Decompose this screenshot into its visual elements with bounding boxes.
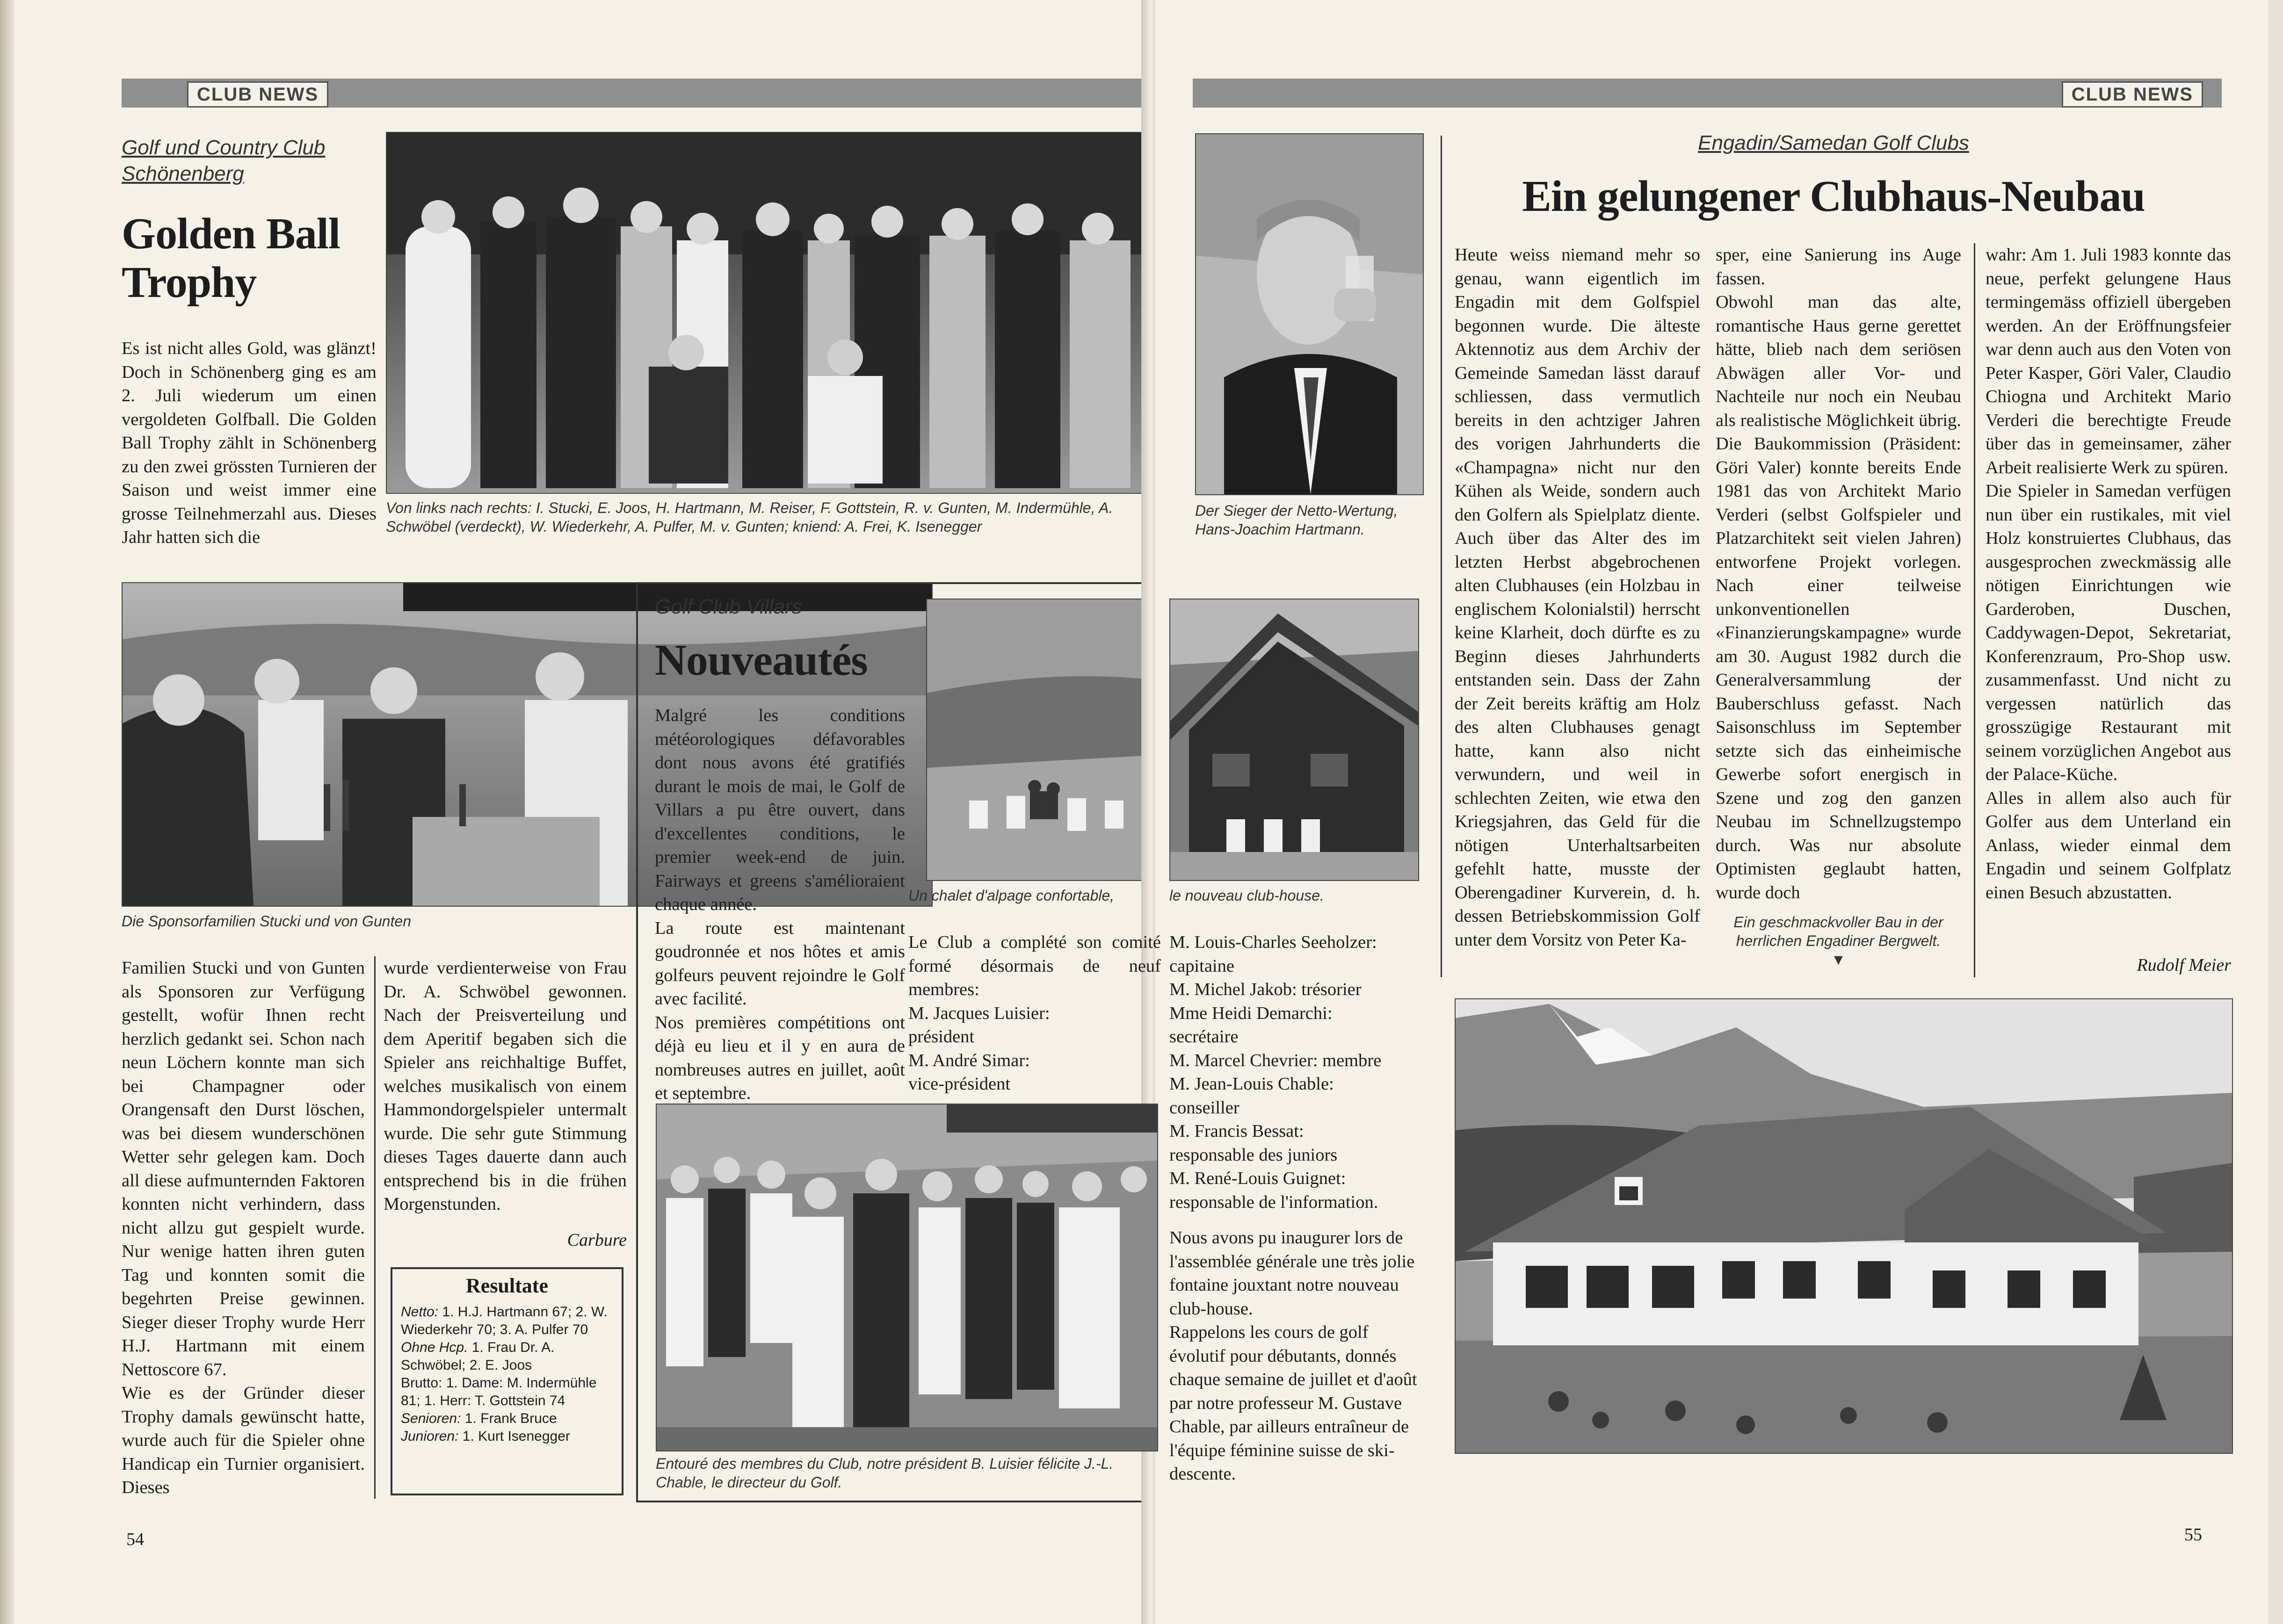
caption-arrow-icon: ▼ [1831, 951, 1846, 968]
winner-photo [1195, 133, 1424, 495]
committee-line: M. Marcel Chevrier: membre [1169, 1050, 1382, 1070]
villars-crowd-caption: Entouré des membres du Club, notre président B. Luisier félicite J.-L. Chable, le directeur du Golf. [656, 1455, 1114, 1491]
author-signature: Rudolf Meier [2137, 955, 2231, 975]
author-signature: Carbure [567, 1230, 627, 1250]
result-value: 1. Kurt Isenegger [462, 1429, 570, 1444]
clubhouse-photo [1455, 998, 2233, 1454]
article-headline [122, 209, 384, 307]
results-box [391, 1267, 623, 1495]
group-photo [386, 132, 1145, 494]
column-rule [374, 956, 376, 1499]
kicker-line: Golf und Country Club [122, 136, 326, 159]
committee-line: M. Jacques Luisier: [908, 1003, 1050, 1023]
results-title: Resultate [466, 1274, 548, 1297]
samedan-headline: Ein gelungener Clubhaus-Neubau [1522, 172, 2145, 221]
villars-committee-list [1169, 931, 1417, 1486]
paragraph: Wie es der Gründer dieser Trophy damals gewünscht hatte, wurde auch für die Spieler ohne Handicap ein Turnier organisiert. Dieses [122, 1383, 365, 1497]
result-value: 1. Frank Bruce [464, 1411, 557, 1426]
intro-text: Es ist nicht alles Gold, was glänzt! Doch in Schönenberg ging es am 2. Juli wiederum um einen vergoldeten Golfball. Die Golden Ball Trophy zählt in Schönenberg zu den zwei grössten Turnieren der Saison und weist immer eine grosse Teilnehmerzahl aus. Dieses Jahr hatten sich die [122, 339, 377, 547]
paragraph: Alles in allem also auch für Golfer aus dem Unterland ein Anlass, wieder einmal dem Engadin und seinem Golfplatz einen Besuch abzustatten. [1986, 788, 2231, 902]
paragraph: Obwohl man das alte, romantische Haus gerne gerettet hätte, blieb nach dem seriösen Abwägen aller Vor- und Nachteile nur noch ein Neubau als realistische Möglichkeit übrig. Die Baukommission (Präsident: Göri Valer) konnte bereits Ende 1981 das von Architekt Mario Verderi (selbst Golfspieler und Platzarchitekt seit vielen Jahren) entworfene Projekt vorlegen. Nach einer teilweise unkonventionellen «Finanzierungskampagne» wurde am 30. August 1982 durch die Generalversammlung der Bauberschluss gefasst. Nach Saisonschluss im September setzte sich das einheimische Gewerbe sofort energisch in Szene und zog den ganzen Neubau im Schnellzugstempo durch. Was nur absolute Optimisten geglaubt hatten, wurde doch [1716, 292, 1961, 902]
result-label: Ohne Hcp. [401, 1340, 468, 1355]
paragraph: Rappelons les cours de golf évolutif pour débutants, donnés chaque semaine de juillet et d'août par notre professeur M. Gustave Chable, par ailleurs entraîneur de l'équipe féminine suisse de ski-descente. [1169, 1322, 1417, 1484]
samedan-column-1: Heute weiss niemand mehr so genau, wann eigentlich im Engadin mit dem Golfspiel begonnen wurde. Die älteste Aktennotiz aus dem Archiv der Gemeinde Samedan lässt darauf schliessen, dass vermutlich bereits in den achtziger Jahren des vorigen Jahrhunderts die «Champagna» nicht nur den Kühen als Weide, sondern auch den Golfern als Spielplatz diente. Auch über das Alter des im letzten Herbst abgebrochenen alten Clubhauses (ein Holzbau in englischem Kolonialstil) herrscht keine Klarheit, doch dürfte es zu Beginn dieses Jahrhunderts entstanden sein. Dass der Zahn der Zeit bereits kräftig am Holz des alten Clubhauses genagt hatte, kann also nicht verwundern, und weil in schlechten Zeiten, wie etwa den Kriegsjahren, das Geld für die nötigen Unterhaltsarbeiten gefehlt hatte, musste der Oberengadiner Kurverein, d. h. dessen Betriebskommission Golf unter dem Vorsitz von Peter Ka- [1455, 245, 1700, 950]
paragraph: Le Club a complété son comité formé désormais de neuf membres: [908, 932, 1161, 999]
committee-line: responsable de l'information. [1169, 1192, 1378, 1212]
section-tag: CLUB NEWS [2062, 81, 2203, 108]
committee-line: M. André Simar: [908, 1050, 1030, 1070]
result-netto [401, 1303, 613, 1339]
group-photo-caption: Von links nach rechts: I. Stucki, E. Joos, H. Hartmann, M. Reiser, F. Gottstein, R. v. Gunten, M. Indermühle, A. Schwöbel (verdeckt), W. Wiederkehr, A. Pulfer, M. v. Gunten; kniend: A. Frei, K. Isenegger [386, 499, 1113, 535]
column-2: wurde verdienterweise von Frau Dr. A. Schwöbel gewonnen. Nach der Preisverteilung und dem Aperitif begaben sich die Spieler ans reichhaltige Buffet, welches musikalisch von einem Hammondorgelspieler untermalt wurde. Die sehr gute Stimmung dieses Tages dauerte dann auch entsprechend bis in die frühen Morgenstunden. [384, 958, 627, 1214]
samedan-column-2 [1716, 243, 1961, 904]
chalet-photo-right [1169, 599, 1419, 881]
committee-line: M. Francis Bessat: [1169, 1121, 1304, 1141]
villars-kicker: Golf Club Villars [655, 595, 802, 618]
sponsor-photo-caption: Die Sponsorfamilien Stucki und von Gunten [122, 913, 412, 930]
kicker-text: Engadin/Samedan Golf Clubs [1698, 131, 1969, 154]
committee-line: président [908, 1027, 975, 1047]
paragraph: La route est maintenant goudronnée et nos hôtes et amis golfeurs peuvent rejoindre le Golf avec facilité. [655, 918, 905, 1009]
page-edge [0, 0, 14, 1624]
result-label: Netto: [401, 1304, 439, 1320]
column-rule [1974, 243, 1975, 977]
result-label: Brutto: [401, 1375, 442, 1391]
paragraph: Nous avons pu inaugurer lors de l'assemblée générale une très jolie fontaine jouxtant notre nouveau club-house. [1169, 1228, 1415, 1319]
result-senioren [401, 1410, 613, 1428]
result-value: 1. H.J. Hartmann 67; 2. W. Wiederkehr 70; 3. A. Pulfer 70 [401, 1304, 608, 1337]
column-1 [122, 956, 365, 1500]
result-label: Senioren: [401, 1411, 461, 1426]
section-tag: CLUB NEWS [187, 81, 328, 108]
clubhouse-caption [1716, 913, 1961, 969]
samedan-column-3 [1986, 243, 2231, 904]
villars-crowd-photo [656, 1104, 1158, 1451]
result-value: 1. Frau Dr. A. Schwöbel; 2. E. Joos [401, 1340, 555, 1373]
section-bar [1193, 79, 2222, 108]
chalet-caption-left: Un chalet d'alpage confortable, [908, 887, 1115, 904]
winner-caption: Der Sieger der Netto-Wertung, Hans-Joachim Hartmann. [1195, 502, 1398, 538]
committee-line: M. Louis-Charles Seeholzer: [1169, 932, 1377, 952]
committee-line: Mme Heidi Demarchi: [1169, 1003, 1333, 1023]
page-number: 55 [2184, 1525, 2202, 1545]
committee-line: M. René-Louis Guignet: [1169, 1169, 1346, 1188]
headline-line: Trophy [122, 258, 257, 307]
committee-line: capitaine [1169, 956, 1234, 976]
result-brutto [401, 1374, 613, 1410]
paragraph: Malgré les conditions météorologiques défavorables dont nous avons été gratifiés durant le mois de mai, le Golf de Villars a pu être ouvert, dans d'excellentes conditions, le premier week-end de juin. Fairways et greens s'amélioraient chaque année. [655, 706, 905, 914]
committee-line: M. Jean-Louis Chable: [1169, 1074, 1334, 1094]
paragraph: Familien Stucki und von Gunten als Sponsoren zur Verfügung gestellt, wofür Ihnen recht herzlich gedankt sei. Schon nach neun Löchern konnte man sich bei Champagner oder Orangensaft den Durst löschen, was bei diesem wunderschönen Wetter sehr gelegen kam. Doch all diese aufmunternden Faktoren konnten nicht verhindern, dass nicht allzu gut gespielt wurde. Nur wenige hatten ihren guten Tag und konnten somit die begehrten Preise gewinnen. Sieger dieser Trophy wurde Herr H.J. Hartmann mit einem Nettoscore 67. [122, 958, 365, 1379]
page-number: 54 [126, 1530, 144, 1549]
villars-committee-intro [908, 931, 1161, 1096]
committee-line: vice-président [908, 1074, 1011, 1094]
result-ohne-hcp [401, 1339, 613, 1374]
headline-line: Golden Ball [122, 209, 340, 258]
paragraph: sper, eine Sanierung ins Auge fassen. [1716, 245, 1961, 289]
committee-line: M. Michel Jakob: trésorier [1169, 980, 1362, 999]
chalet-caption-right: le nouveau club-house. [1169, 887, 1324, 904]
result-value: 1. Dame: M. Indermühle 81; 1. Herr: T. Gottstein 74 [401, 1375, 597, 1408]
villars-column-1 [655, 704, 905, 1105]
committee-line: conseiller [1169, 1097, 1239, 1118]
committee-line: secrétaire [1169, 1027, 1239, 1047]
result-label: Junioren: [401, 1429, 459, 1444]
paragraph: Die Spieler in Samedan verfügen nun über ein rustikales, mit viel Holz konstruiertes Clubhaus, das ausgesprochen zweckmässig alle nötigen Einrichtungen wie Garderoben, Duschen, Caddywagen-Depot, Sekretariat, Konferenzraum, Pro-Shop usw. zusammenfasst. Und nicht zu vergessen natürlich das grosszügige Restaurant mit seinem vorzüglichen Angebot aus der Palace-Küche. [1986, 481, 2231, 784]
paragraph: wahr: Am 1. Juli 1983 konnte das neue, perfekt gelungene Haus termingemäss offiziell übergeben werden. An der Eröffnungsfeier war denn auch aus den Voten von Peter Kasper, Göri Valer, Claudio Chiogna und Architekt Mario Verderi die berechtigte Freude über das in gemeinsamer, zäher Arbeit realisierte Werk zu spüren. [1986, 245, 2231, 477]
column-rule [1441, 136, 1442, 977]
samedan-kicker [1455, 130, 2212, 156]
result-junioren [401, 1428, 613, 1445]
paragraph: Nos premières compétitions ont déjà eu lieu et il y en aura de nombreuses autres en juillet, août et septembre. [655, 1012, 905, 1103]
article-kicker [122, 135, 384, 187]
caption-text: Ein geschmackvoller Bau in der herrlichen Engadiner Bergwelt. [1733, 914, 1943, 949]
section-bar [122, 79, 1146, 108]
villars-headline: Nouveautés [655, 636, 868, 685]
kicker-line: Schönenberg [122, 162, 244, 185]
committee-line: responsable des juniors [1169, 1145, 1338, 1165]
